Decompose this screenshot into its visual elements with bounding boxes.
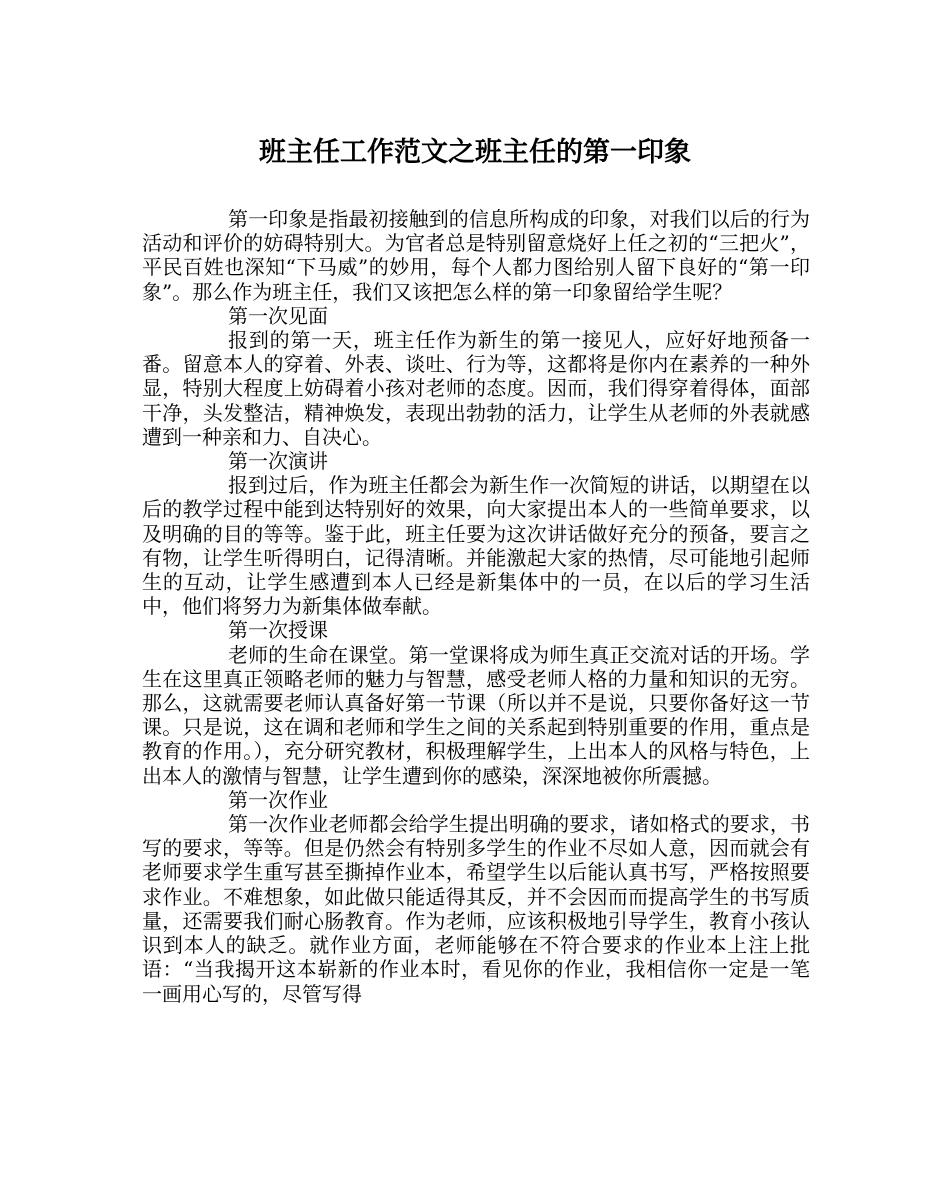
- section-heading-first-meeting: 第一次见面: [228, 303, 328, 328]
- section-heading-first-speech: 第一次演讲: [228, 449, 328, 474]
- document-title: 班主任工作范文之班主任的第一印象: [259, 137, 691, 168]
- first-meeting-paragraph: 报到的第一天，班主任作为新生的第一接见人，应好好地预备一番。留意本人的穿着、外表、谈吐、行为等，这都将是你内在素养的一种外显，特别大程度上妨碍着小孩对老师的态度。因而，我们得穿着得体，面部干净，头发整洁，精神焕发，表现出勃勃的活力，让学生从老师的外表就感遭到一种亲和力、自决心。: [142, 328, 810, 449]
- first-speech-paragraph: 报到过后，作为班主任都会为新生作一次简短的讲话，以期望在以后的教学过程中能到达特别好的效果，向大家提出本人的一些简单要求，以及明确的目的等等。鉴于此，班主任要为这次讲话做好充分的预备，要言之有物，让学生听得明白，记得清晰。并能激起大家的热情，尽可能地引起师生的互动，让学生感遭到本人已经是新集体中的一员，在以后的学习生活中，他们将努力为新集体做奉献。: [142, 473, 810, 619]
- first-lesson-paragraph: 老师的生命在课堂。第一堂课将成为师生真正交流对话的开场。学生在这里真正领略老师的魅力与智慧，感受老师人格的力量和知识的无穷。那么，这就需要老师认真备好第一节课（所以并不是说，只要你备好这一节课。只是说，这在调和老师和学生之间的关系起到特别重要的作用，重点是教育的作用。），充分研究教材，积极理解学生，上出本人的风格与特色，上出本人的激情与智慧，让学生遭到你的感染，深深地被你所震撼。: [142, 642, 810, 788]
- section-heading-first-homework: 第一次作业: [228, 787, 328, 812]
- document-body: [142, 207, 810, 1006]
- first-homework-paragraph: 第一次作业老师都会给学生提出明确的要求，诸如格式的要求，书写的要求，等等。但是仍然会有特别多学生的作业不尽如人意，因而就会有老师要求学生重写甚至撕掉作业本，希望学生以后能认真书写，严格按照要求作业。不难想象，如此做只能适得其反，并不会因而而提高学生的书写质量，还需要我们耐心肠教育。作为老师，应该积极地引导学生，教育小孩认识到本人的缺乏。就作业方面，老师能够在不符合要求的作业本上注上批语：“当我揭开这本崭新的作业本时，看见你的作业，我相信你一定是一笔一画用心写的，尽管写得: [142, 812, 810, 1006]
- section-heading-first-lesson: 第一次授课: [228, 618, 328, 643]
- intro-paragraph: 第一印象是指最初接触到的信息所构成的印象，对我们以后的行为活动和评价的妨碍特别大。为官者总是特别留意烧好上任之初的“三把火”，平民百姓也深知“下马威”的妙用，每个人都力图给别人留下良好的“第一印象”。那么作为班主任，我们又该把怎么样的第一印象留给学生呢？: [142, 207, 810, 304]
